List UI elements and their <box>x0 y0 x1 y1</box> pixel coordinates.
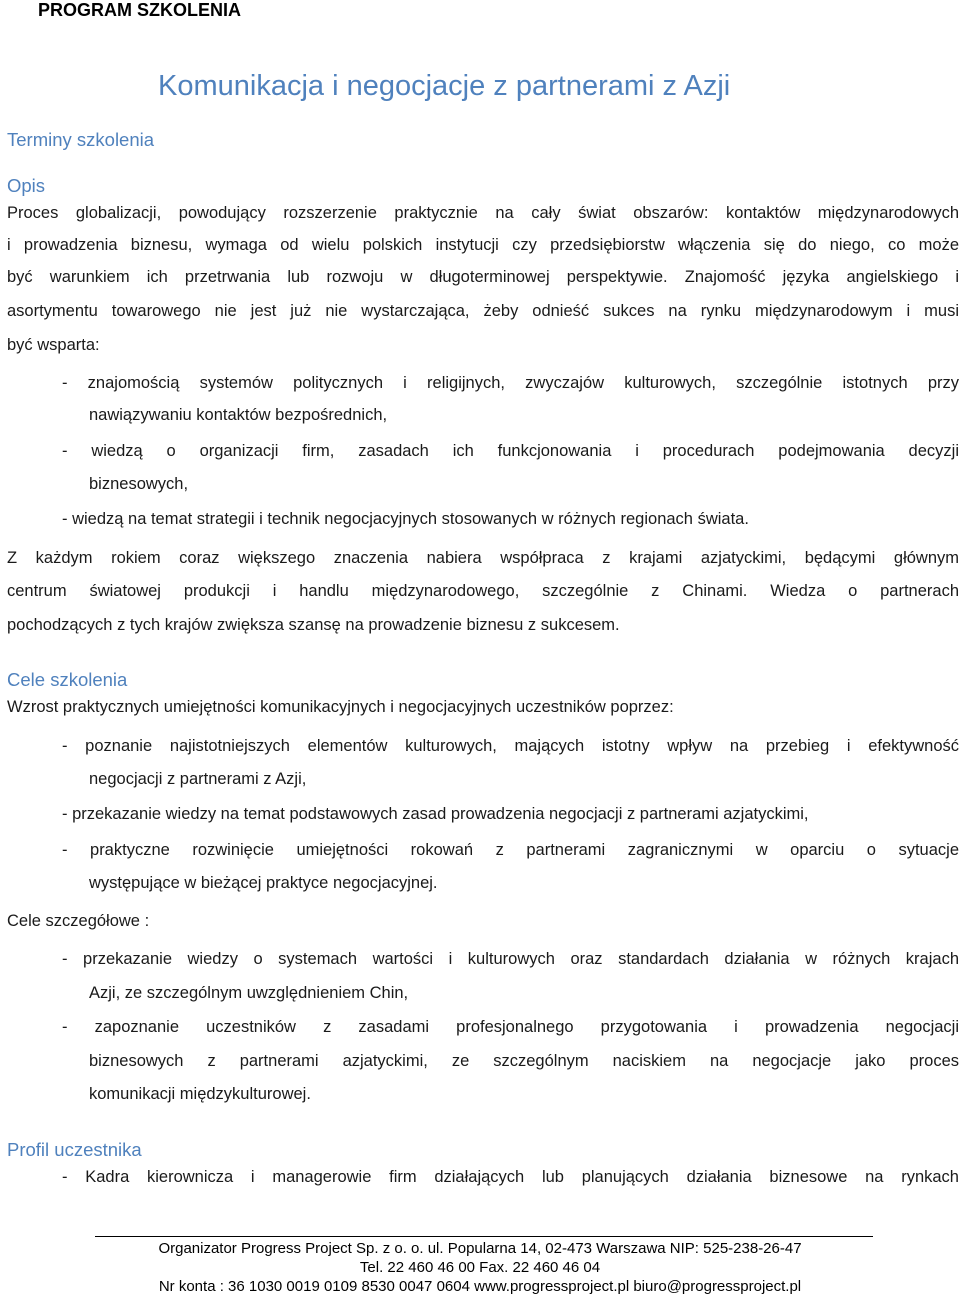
goals-bullet: - poznanie najistotniejszych elementów kulturowych, mających istotny wpływ na przebieg i efektywność <box>62 737 959 755</box>
description-bullet: - wiedzą o organizacji firm, zasadach ich funkcjonowania i procedurach podejmowania decyzji <box>62 442 959 460</box>
footer-divider <box>95 1236 873 1237</box>
description-line: być warunkiem ich przetrwania lub rozwoju w długoterminowej perspektywie. Znajomość języka angielskiego i <box>7 268 959 286</box>
page-title: Komunikacja i negocjacje z partnerami z Azji <box>158 70 731 102</box>
goals-bullet-cont: negocjacji z partnerami z Azji, <box>89 770 307 788</box>
detailed-goals-bullet-cont: Azji, ze szczególnym uwzględnieniem Chin, <box>89 984 409 1002</box>
footer-phone: Tel. 22 460 46 00 Fax. 22 460 46 04 <box>359 1259 601 1276</box>
description-line: Z każdym rokiem coraz większego znaczenia nabiera współpraca z krajami azjatyckimi, będącymi głównym <box>7 549 959 567</box>
goals-bullet: - praktyczne rozwinięcie umiejętności rokowań z partnerami zagranicznymi w oparciu o sytuacje <box>62 841 959 859</box>
description-line: asortymentu towarowego nie jest już nie wystarczająca, żeby odnieść sukces na rynku międzynarodowym i musi <box>7 302 959 320</box>
description-bullet-cont: biznesowych, <box>89 475 189 493</box>
detailed-goals-label: Cele szczegółowe : <box>7 912 150 930</box>
description-line: być wsparta: <box>7 336 100 354</box>
description-line: centrum światowej produkcji i handlu międzynarodowego, szczególnie z Chinami. Wiedza o partnerach <box>7 582 959 600</box>
description-bullet: - znajomością systemów politycznych i religijnych, zwyczajów kulturowych, szczególnie istotnych przy <box>62 374 959 392</box>
goals-intro: Wzrost praktycznych umiejętności komunikacyjnych i negocjacyjnych uczestników poprzez: <box>7 698 674 716</box>
terms-heading: Terminy szkolenia <box>7 129 155 150</box>
description-bullet-cont: nawiązywaniu kontaktów bezpośrednich, <box>89 406 388 424</box>
description-line: pochodzących z tych krajów zwiększa szansę na prowadzenie biznesu z sukcesem. <box>7 616 620 634</box>
detailed-goals-bullet: - zapoznanie uczestników z zasadami profesjonalnego przygotowania i prowadzenia negocjacji <box>62 1018 959 1036</box>
goals-bullet-cont: występujące w bieżącej praktyce negocjacyjnej. <box>89 874 438 892</box>
description-line: Proces globalizacji, powodujący rozszerzenie praktycznie na cały świat obszarów: kontaktów międzynarodowych <box>7 204 959 222</box>
goals-heading: Cele szkolenia <box>7 669 128 690</box>
detailed-goals-bullet: - przekazanie wiedzy o systemach wartości i kulturowych oraz standardach działania w różnych krajach <box>62 950 959 968</box>
detailed-goals-bullet-cont: komunikacji międzykulturowej. <box>89 1085 311 1103</box>
profile-bullet: - Kadra kierownicza i managerowie firm działających lub planujących działania biznesowe na rynkach <box>62 1168 959 1186</box>
footer-account: Nr konta : 36 1030 0019 0109 8530 0047 0604 www.progressproject.pl biuro@progressproject.pl <box>158 1278 802 1295</box>
program-label: PROGRAM SZKOLENIA <box>38 0 242 20</box>
detailed-goals-bullet-cont: biznesowych z partnerami azjatyckimi, ze szczególnym naciskiem na negocjacje jako proces <box>89 1052 959 1070</box>
description-line: i prowadzenia biznesu, wymaga od wielu polskich instytucji czy przedsiębiorstw włączenia się do niego, co może <box>7 236 959 254</box>
description-bullet: - wiedzą na temat strategii i technik negocjacyjnych stosowanych w różnych regionach świata. <box>62 510 749 528</box>
profile-heading: Profil uczestnika <box>7 1139 142 1160</box>
description-heading: Opis <box>7 175 46 196</box>
footer-organizer: Organizator Progress Project Sp. z o. o. ul. Popularna 14, 02-473 Warszawa NIP: 525-238-26-47 <box>158 1240 802 1257</box>
goals-bullet: - przekazanie wiedzy na temat podstawowych zasad prowadzenia negocjacji z partnerami azjatyckimi, <box>62 805 809 823</box>
